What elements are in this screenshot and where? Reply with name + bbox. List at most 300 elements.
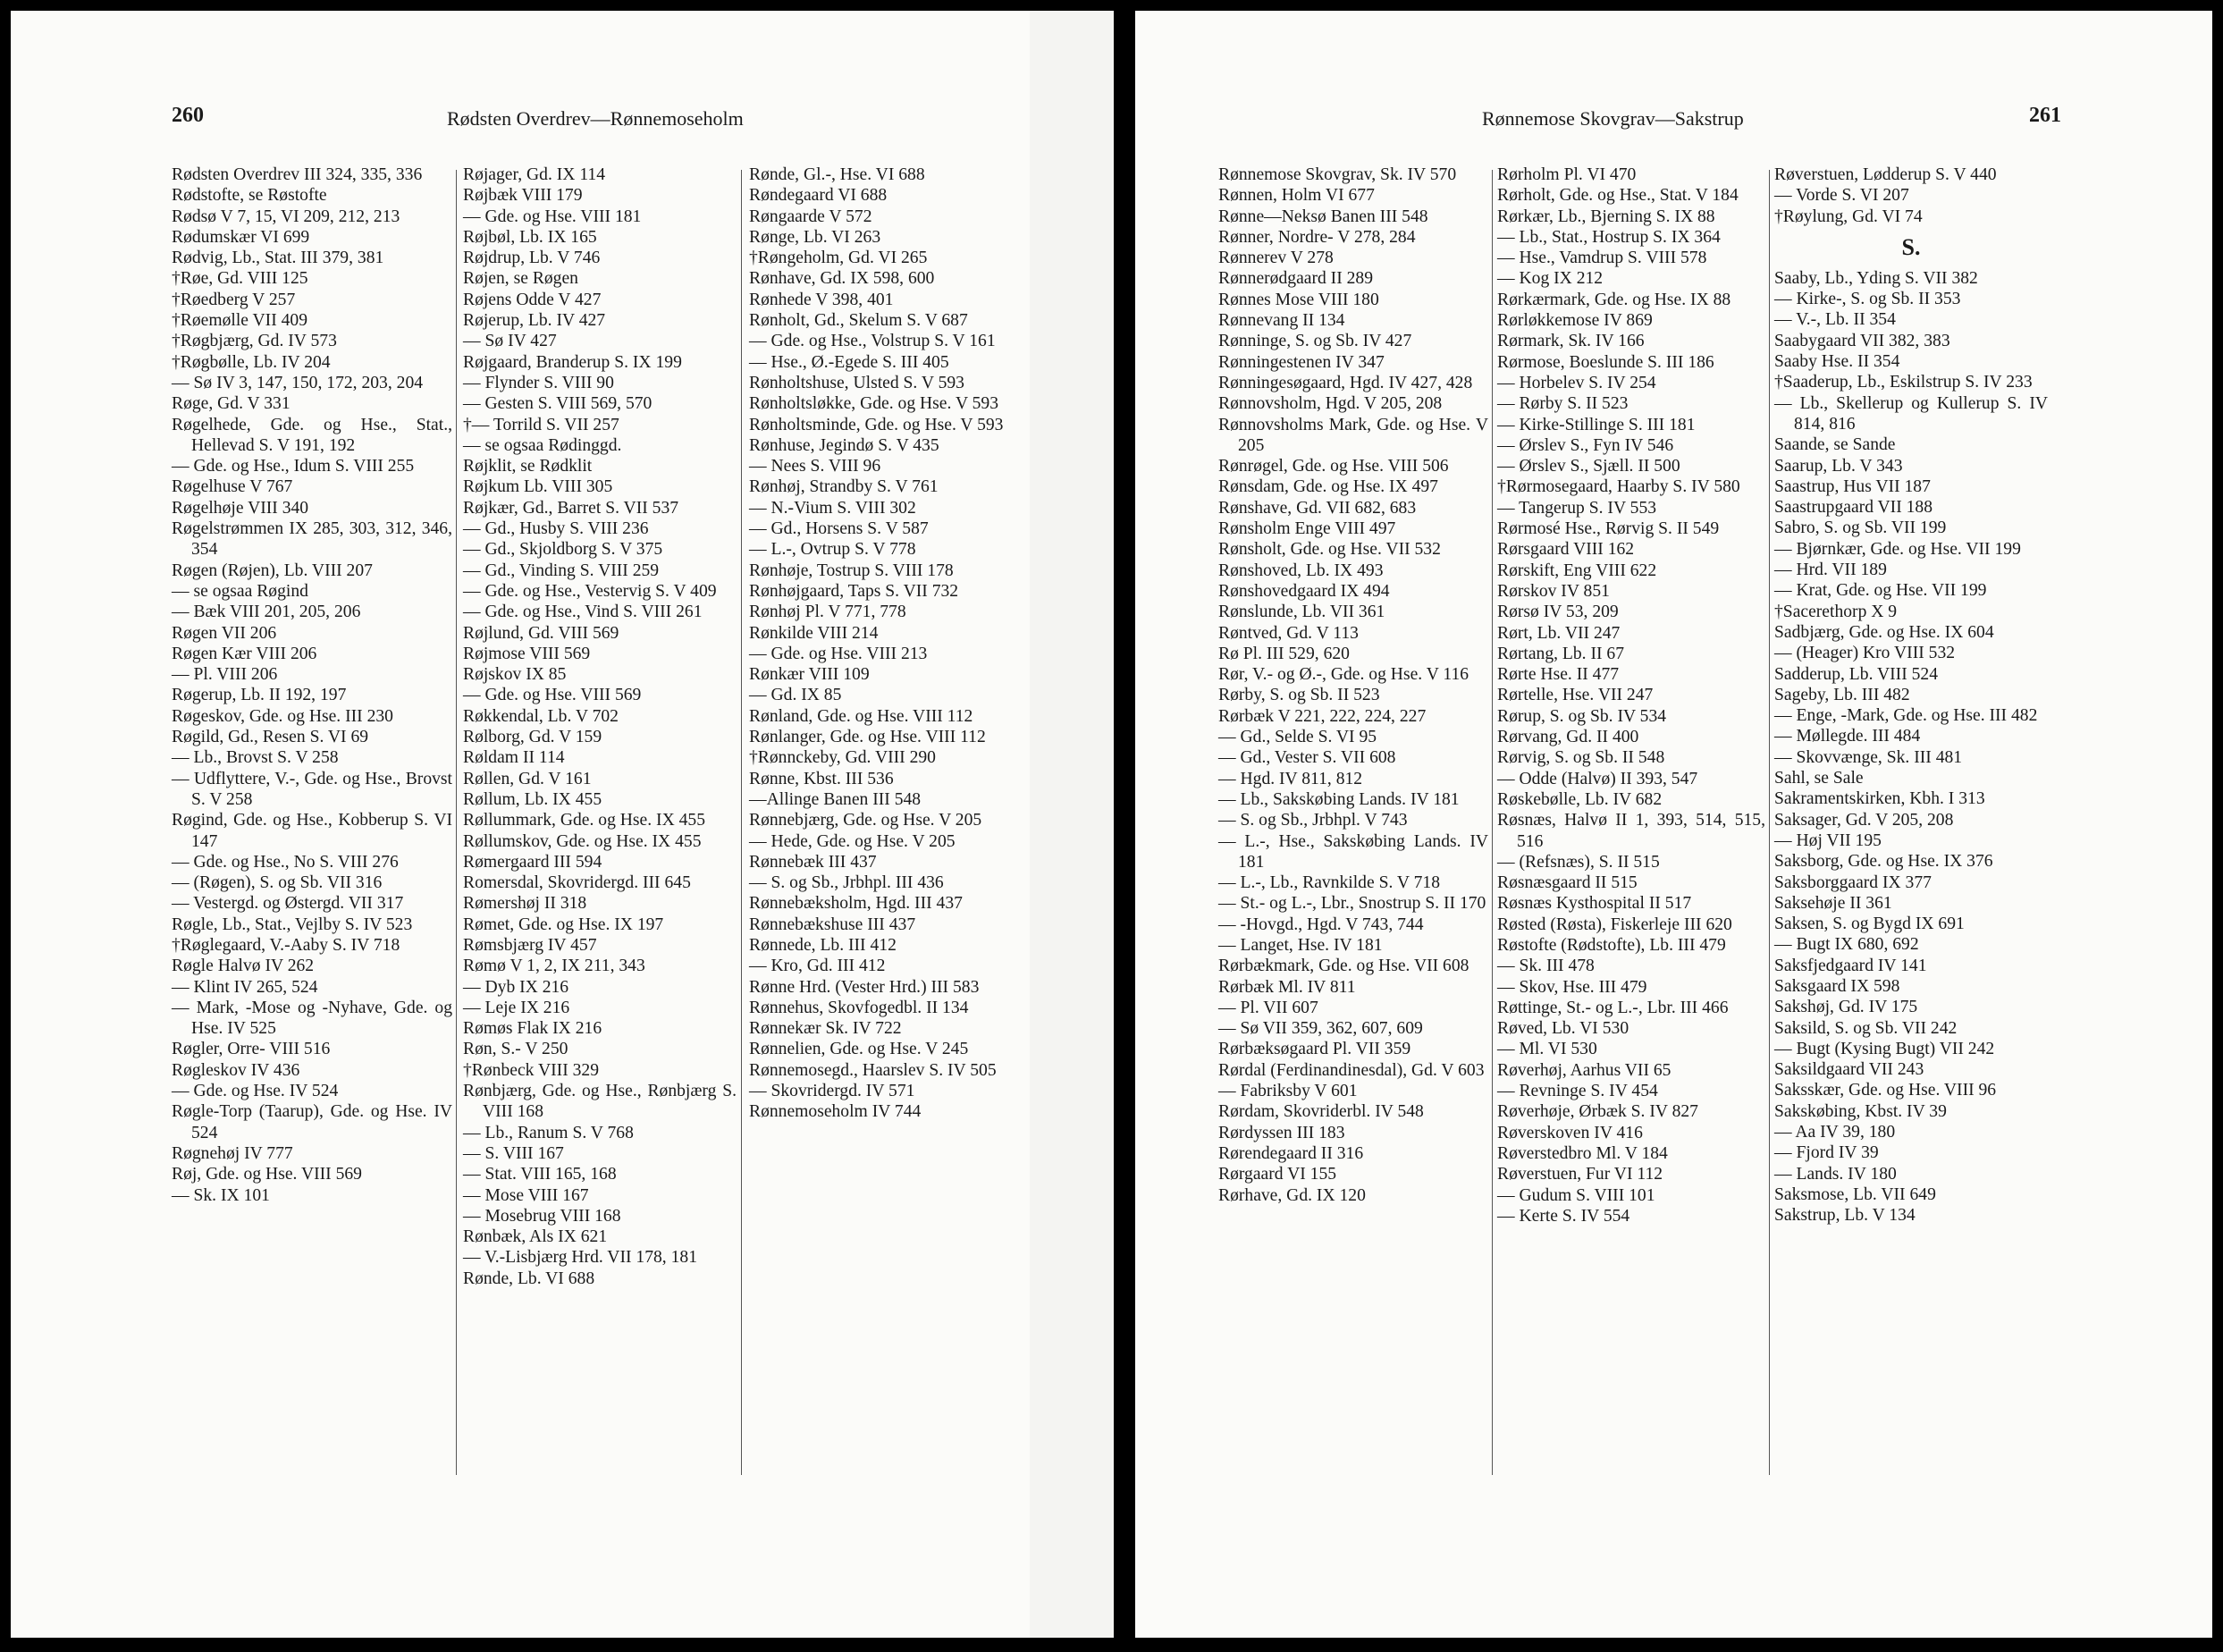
index-entry: Røjen, se Røgen <box>463 269 578 289</box>
index-entry: — Kog IX 212 <box>1497 269 1604 289</box>
index-entry: Rønner, Nordre- V 278, 284 <box>1218 227 1416 247</box>
index-entry: Rønsholm Enge VIII 497 <box>1218 519 1396 539</box>
index-entry: — Ørslev S., Sjæll. II 500 <box>1497 457 1680 476</box>
index-entry: Røgen (Røjen), Lb. VIII 207 <box>172 560 373 580</box>
index-entry: Rønshave, Gd. VII 682, 683 <box>1218 498 1417 518</box>
index-entry: †Saaderup, Lb., Eskilstrup S. IV 233 <box>1774 373 2033 392</box>
index-entry: Rønne—Neksø Banen III 548 <box>1218 206 1428 226</box>
index-entry: Rønholtsløkke, Gde. og Hse. V 593 <box>749 394 999 414</box>
index-entry: Rømershøj II 318 <box>463 894 587 914</box>
index-entry: Røllumskov, Gde. og Hse. IX 455 <box>463 831 702 851</box>
index-entry: — Sø IV 427 <box>463 332 557 351</box>
index-entry: — Vestergd. og Østergd. VII 317 <box>172 894 404 914</box>
index-entry: — (Røgen), S. og Sb. VII 316 <box>172 873 383 893</box>
index-entry: †Røgbjærg, Gd. IV 573 <box>172 332 337 351</box>
index-entry: — se ogsaa Rødinggd. <box>463 435 622 455</box>
index-entry: — (Refsnæs), S. II 515 <box>1497 852 1660 872</box>
running-head-left: Rødsten Overdrev—Rønnemoseholm <box>447 107 744 130</box>
index-entry: — N.-Vium S. VIII 302 <box>749 498 916 518</box>
index-entry: — Gde. og Hse., Vestervig S. V 409 <box>463 581 717 601</box>
index-entry: Rødumskær VI 699 <box>172 227 310 247</box>
index-entry: Rørholt, Gde. og Hse., Stat. V 184 <box>1497 186 1739 206</box>
index-entry: Saksfjedgaard IV 141 <box>1774 956 1927 975</box>
index-entry: Røverstuen, Fur VI 112 <box>1497 1165 1663 1184</box>
page-number-right: 261 <box>2029 104 2061 127</box>
index-entry: — V.-, Lb. II 354 <box>1774 310 1896 330</box>
index-entry: Sakstrup, Lb. V 134 <box>1774 1206 1916 1226</box>
index-column-3 <box>1774 164 2048 1226</box>
index-entry: Røskebølle, Lb. IV 682 <box>1497 789 1663 809</box>
index-entry: — Gd., Horsens S. V 587 <box>749 519 929 539</box>
index-entry: Sabro, S. og Sb. VII 199 <box>1774 518 1947 538</box>
index-entry: Rørdyssen III 183 <box>1218 1123 1345 1142</box>
index-entry: Rørdal (Ferdinandinesdal), Gd. V 603 <box>1218 1060 1485 1080</box>
index-entry: Røgen VII 206 <box>172 623 277 643</box>
index-entry: Rørby, S. og Sb. II 523 <box>1218 686 1380 705</box>
index-entry: Røj, Gde. og Hse. VIII 569 <box>172 1165 362 1184</box>
index-entry: Rørhave, Gd. IX 120 <box>1218 1185 1366 1205</box>
index-entry: Røgelhøje VIII 340 <box>172 498 309 518</box>
page-number-left: 260 <box>172 104 204 127</box>
index-entry: Rørvang, Gd. II 400 <box>1497 728 1639 747</box>
index-entry: Røgle-Torp (Taarup), Gde. og Hse. IV 524 <box>172 1102 452 1142</box>
index-entry: Røjlund, Gd. VIII 569 <box>463 623 619 643</box>
index-entry: Saksen, S. og Bygd IX 691 <box>1774 914 1965 934</box>
index-entry: — Bjørnkær, Gde. og Hse. VII 199 <box>1774 539 2021 559</box>
index-entry: †Røglegaard, V.-Aaby S. IV 718 <box>172 935 400 955</box>
index-entry: — Udflyttere, V.-, Gde. og Hse., Brovst S. V 258 <box>172 769 452 809</box>
index-entry: — St.- og L.-, Lbr., Snostrup S. II 170 <box>1218 894 1486 914</box>
index-entry: Rønnede, Lb. III 412 <box>749 935 897 955</box>
index-entry: Røverhøj, Aarhus VII 65 <box>1497 1060 1671 1080</box>
index-entry: Rør, V.- og Ø.-, Gde. og Hse. V 116 <box>1218 665 1469 685</box>
index-entry: †Røngeholm, Gd. VI 265 <box>749 249 928 268</box>
index-entry: Røgild, Gd., Resen S. VI 69 <box>172 728 369 747</box>
index-entry: Rørsø IV 53, 209 <box>1497 603 1619 622</box>
index-entry: Rønde, Gl.-, Hse. VI 688 <box>749 165 925 184</box>
index-entry: — Gde. og Hse., Vind S. VIII 261 <box>463 603 703 622</box>
index-entry: †Rønnckeby, Gd. VIII 290 <box>749 748 936 768</box>
index-entry: — L.-, Lb., Ravnkilde S. V 718 <box>1218 873 1441 893</box>
index-entry: Rørmose, Boeslunde S. III 186 <box>1497 352 1714 372</box>
index-entry: Rønholtsminde, Gde. og Hse. V 593 <box>749 415 1004 434</box>
index-entry: Rønnevang II 134 <box>1218 311 1345 331</box>
index-entry: — Hgd. IV 811, 812 <box>1218 769 1363 788</box>
index-entry: — Sk. IX 101 <box>172 1185 270 1205</box>
index-entry: — Gde. og Hse., Volstrup S. V 161 <box>749 332 996 351</box>
index-entry: Saksager, Gd. V 205, 208 <box>1774 810 1954 830</box>
index-entry: Rønnerev V 278 <box>1218 249 1334 268</box>
index-entry: Sageby, Lb. III 482 <box>1774 685 1910 704</box>
index-entry: Rørmark, Sk. IV 166 <box>1497 332 1645 351</box>
index-entry: — Møllegde. III 484 <box>1774 727 1921 746</box>
index-entry: — Mark, -Mose og -Nyhave, Gde. og Hse. IV 525 <box>172 998 452 1039</box>
index-entry: Rønningesøgaard, Hgd. IV 427, 428 <box>1218 373 1473 392</box>
index-entry: Rønshoved, Lb. IX 493 <box>1218 560 1384 580</box>
index-entry: Saarup, Lb. V 343 <box>1774 456 1903 476</box>
index-entry: — Odde (Halvø) II 393, 547 <box>1497 769 1698 788</box>
index-entry: Rønde, Lb. VI 688 <box>463 1268 595 1288</box>
index-entry: Rønholt, Gd., Skelum S. V 687 <box>749 311 968 331</box>
index-entry: Røstofte (Rødstofte), Lb. III 479 <box>1497 935 1726 955</box>
index-entry: Rørkær, Lb., Bjerning S. IX 88 <box>1497 206 1715 226</box>
index-entry: Rønslunde, Lb. VII 361 <box>1218 603 1385 622</box>
index-entry: — Lands. IV 180 <box>1774 1164 1897 1184</box>
index-entry: Røjbæk VIII 179 <box>463 186 583 206</box>
index-entry: Saksborg, Gde. og Hse. IX 376 <box>1774 852 1993 872</box>
index-entry: Saksgaard IX 598 <box>1774 976 1900 996</box>
index-entry: — Lb., Sakskøbing Lands. IV 181 <box>1218 789 1460 809</box>
running-head-right: Rønnemose Skovgrav—Sakstrup <box>1482 107 1744 130</box>
index-entry: Rønshovedgaard IX 494 <box>1218 581 1390 601</box>
index-entry: Rønlanger, Gde. og Hse. VIII 112 <box>749 728 986 747</box>
index-entry: — S. og Sb., Jrbhpl. III 436 <box>749 873 944 893</box>
index-entry: Rønge, Lb. VI 263 <box>749 227 881 247</box>
index-entry: Saastrup, Hus VII 187 <box>1774 476 1931 496</box>
index-entry: Rørbæksøgaard Pl. VII 359 <box>1218 1040 1411 1059</box>
index-entry: Rønnemosegd., Haarslev S. IV 505 <box>749 1060 997 1080</box>
index-entry: Rølborg, Gd. V 159 <box>463 728 602 747</box>
index-entry: Saksborggaard IX 377 <box>1774 872 1932 892</box>
index-entry: Rønkær VIII 109 <box>749 665 870 685</box>
index-entry: Rønnekær Sk. IV 722 <box>749 1019 902 1039</box>
index-entry: Røverstuen, Lødderup S. V 440 <box>1774 165 1997 184</box>
index-entry: — Kirke-, S. og Sb. II 353 <box>1774 290 1961 309</box>
index-entry: Saksmose, Lb. VII 649 <box>1774 1184 1936 1204</box>
index-entry: — Lb., Stat., Hostrup S. IX 364 <box>1497 227 1721 247</box>
index-entry: — Aa IV 39, 180 <box>1774 1123 1896 1142</box>
index-entry: Saande, se Sande <box>1774 435 1896 455</box>
index-entry: — Bugt (Kysing Bugt) VII 242 <box>1774 1039 1995 1058</box>
index-entry: Saabygaard VII 382, 383 <box>1774 331 1950 350</box>
index-entry: — Kirke-Stillinge S. III 181 <box>1497 415 1696 434</box>
index-entry: Røjmose VIII 569 <box>463 644 591 663</box>
index-entry: — Horbelev S. IV 254 <box>1497 373 1656 392</box>
index-entry: Røjklit, se Rødklit <box>463 457 593 476</box>
index-entry: †Sacerethorp X 9 <box>1774 602 1898 621</box>
index-entry: — Gesten S. VIII 569, 570 <box>463 394 653 414</box>
index-entry: Saastrupgaard VII 188 <box>1774 498 1933 518</box>
index-entry: — Ml. VI 530 <box>1497 1040 1597 1059</box>
index-entry: †Røe, Gd. VIII 125 <box>172 269 308 289</box>
index-entry: Rønnehus, Skovfogedbl. II 134 <box>749 998 969 1017</box>
page-gutter <box>1030 11 1114 1638</box>
index-entry: Rørvig, S. og Sb. II 548 <box>1497 748 1665 768</box>
index-entry: Røgen Kær VIII 206 <box>172 644 317 663</box>
index-entry: Røjkær, Gd., Barret S. VII 537 <box>463 498 679 518</box>
index-entry: — Hrd. VII 189 <box>1774 560 1887 580</box>
index-column-1 <box>172 164 452 1206</box>
index-entry: Røgind, Gde. og Hse., Kobberup S. VI 147 <box>172 811 452 851</box>
index-entry: Røsted (Røsta), Fiskerleje III 620 <box>1497 914 1732 934</box>
index-entry: Saksehøje II 361 <box>1774 893 1892 913</box>
index-entry: Rønbæk, Als IX 621 <box>463 1227 608 1247</box>
index-entry: Røgnehøj IV 777 <box>172 1143 293 1163</box>
index-entry: Røgle, Lb., Stat., Vejlby S. IV 523 <box>172 914 413 934</box>
index-entry: Røge, Gd. V 331 <box>172 394 291 414</box>
index-entry: †— Torrild S. VII 257 <box>463 415 619 434</box>
index-entry: — se ogsaa Røgind <box>172 581 308 601</box>
index-entry: Rønnebækshuse III 437 <box>749 914 916 934</box>
index-entry: — Lb., Brovst S. V 258 <box>172 748 339 768</box>
index-entry: †Røgbølle, Lb. IV 204 <box>172 352 331 372</box>
index-entry: — Høj VII 195 <box>1774 830 1882 850</box>
index-entry: Røsnæs, Halvø II 1, 393, 514, 515, 516 <box>1497 811 1765 851</box>
index-entry: Rønnebjærg, Gde. og Hse. V 205 <box>749 811 982 830</box>
index-entry: — Sk. III 478 <box>1497 957 1595 976</box>
index-entry: Rømø V 1, 2, IX 211, 343 <box>463 957 645 976</box>
index-entry: Røjager, Gd. IX 114 <box>463 165 606 184</box>
index-entry: — Mosebrug VIII 168 <box>463 1206 621 1226</box>
index-entry: — Langet, Hse. IV 181 <box>1218 935 1383 955</box>
index-entry: Røgelhede, Gde. og Hse., Stat., Hellevad S. V 191, 192 <box>172 415 452 455</box>
index-entry: — Stat. VIII 165, 168 <box>463 1165 617 1184</box>
index-entry: — Ørslev S., Fyn IV 546 <box>1497 435 1674 455</box>
index-entry: — Gde. og Hse. VIII 181 <box>463 206 642 226</box>
index-entry: Røjkum Lb. VIII 305 <box>463 477 613 497</box>
index-entry: — Hse., Vamdrup S. VIII 578 <box>1497 249 1707 268</box>
index-entry: Rørbæk V 221, 222, 224, 227 <box>1218 706 1427 726</box>
index-entry: Rønrøgel, Gde. og Hse. VIII 506 <box>1218 457 1449 476</box>
index-entry: Rørskift, Eng VIII 622 <box>1497 560 1657 580</box>
index-entry: Rørendegaard II 316 <box>1218 1143 1364 1163</box>
index-entry: — Lb., Ranum S. V 768 <box>463 1123 634 1142</box>
index-entry: Rørmosé Hse., Rørvig S. II 549 <box>1497 519 1720 539</box>
index-entry: Rømsbjærg IV 457 <box>463 935 597 955</box>
index-entry: —Allinge Banen III 548 <box>749 789 922 809</box>
index-entry: Saksskær, Gde. og Hse. VIII 96 <box>1774 1081 1997 1100</box>
index-entry: — Gde. og Hse. VIII 213 <box>749 644 928 663</box>
index-entry: — (Heager) Kro VIII 532 <box>1774 644 1956 663</box>
index-entry: Rørdam, Skovriderbl. IV 548 <box>1218 1102 1424 1122</box>
index-entry: — Rørby S. II 523 <box>1497 394 1629 414</box>
index-entry: Saksild, S. og Sb. VII 242 <box>1774 1018 1958 1038</box>
index-entry: — Skovridergd. IV 571 <box>749 1082 915 1101</box>
column-rule <box>1492 170 1493 1475</box>
index-entry: — Gde. og Hse., Idum S. VIII 255 <box>172 457 415 476</box>
index-entry: — Skov, Hse. III 479 <box>1497 977 1647 997</box>
index-entry: Sadderup, Lb. VIII 524 <box>1774 664 1939 684</box>
index-entry: Røsnæsgaard II 515 <box>1497 873 1638 893</box>
index-entry: — Sø VII 359, 362, 607, 609 <box>1218 1019 1423 1039</box>
index-entry: Rørskov IV 851 <box>1497 581 1610 601</box>
index-entry: Rørt, Lb. VII 247 <box>1497 623 1621 643</box>
index-entry: Røjskov IX 85 <box>463 665 567 685</box>
index-entry: Rønningestenen IV 347 <box>1218 352 1385 372</box>
index-entry: Rønbjærg, Gde. og Hse., Rønbjærg S. VIII 168 <box>463 1082 737 1122</box>
index-column-1 <box>1218 164 1488 1206</box>
index-entry: Romersdal, Skovridergd. III 645 <box>463 873 691 893</box>
index-entry: Rødvig, Lb., Stat. III 379, 381 <box>172 249 384 268</box>
index-entry: Rørkærmark, Gde. og Hse. IX 88 <box>1497 290 1731 309</box>
index-entry: — Gd., Skjoldborg S. V 375 <box>463 540 663 560</box>
index-entry: Rønhøje, Tostrup S. VIII 178 <box>749 560 954 580</box>
index-entry: — Fabriksby V 601 <box>1218 1082 1358 1101</box>
index-entry: — Vorde S. VI 207 <box>1774 186 1909 206</box>
index-entry: — S. VIII 167 <box>463 1143 564 1163</box>
index-entry: Rødsø V 7, 15, VI 209, 212, 213 <box>172 206 400 226</box>
index-entry: — Klint IV 265, 524 <box>172 977 318 997</box>
right-page <box>1135 11 2212 1638</box>
index-entry: Saaby Hse. II 354 <box>1774 352 1900 372</box>
index-entry: Saaby, Lb., Yding S. VII 382 <box>1774 268 1978 288</box>
index-entry: Røverskoven IV 416 <box>1497 1123 1643 1142</box>
index-entry: — Gd., Vinding S. VIII 259 <box>463 560 660 580</box>
index-entry: — L.-, Ovtrup S. V 778 <box>749 540 916 560</box>
index-entry: Rørtelle, Hse. VII 247 <box>1497 686 1654 705</box>
index-entry: — Sø IV 3, 147, 150, 172, 203, 204 <box>172 373 424 392</box>
column-rule <box>456 170 457 1475</box>
index-entry: — Nees S. VIII 96 <box>749 457 881 476</box>
index-entry: Røjgaard, Branderup S. IX 199 <box>463 352 682 372</box>
index-entry: Sakskøbing, Kbst. IV 39 <box>1774 1101 1947 1121</box>
index-entry: Røkkendal, Lb. V 702 <box>463 706 619 726</box>
index-column-3 <box>749 164 1030 1123</box>
index-entry: Rønnemoseholm IV 744 <box>749 1102 922 1122</box>
index-entry: Rønnerødgaard II 289 <box>1218 269 1374 289</box>
index-entry: Saksildgaard VII 243 <box>1774 1060 1924 1080</box>
index-entry: Rønnovsholms Mark, Gde. og Hse. V 205 <box>1218 415 1488 455</box>
index-entry: — Revninge S. IV 454 <box>1497 1082 1658 1101</box>
column-rule <box>741 170 742 1475</box>
index-entry: Rønhøjgaard, Taps S. VII 732 <box>749 581 959 601</box>
left-page <box>11 11 1030 1638</box>
index-entry: — Gd., Selde S. VI 95 <box>1218 728 1377 747</box>
index-entry: Rømergaard III 594 <box>463 852 602 872</box>
index-entry: Rødsten Overdrev III 324, 335, 336 <box>172 165 423 184</box>
index-entry: Rørbæk Ml. IV 811 <box>1218 977 1356 997</box>
index-entry: — Enge, -Mark, Gde. og Hse. III 482 <box>1774 706 2038 726</box>
index-entry: — Tangerup S. IV 553 <box>1497 498 1657 518</box>
index-entry: — Leje IX 216 <box>463 998 570 1017</box>
index-entry: Røgelhuse V 767 <box>172 477 293 497</box>
index-entry: †Røemølle VII 409 <box>172 311 308 331</box>
index-entry: Røttinge, St.- og L.-, Lbr. III 466 <box>1497 998 1729 1017</box>
index-entry: Røjdrup, Lb. V 746 <box>463 249 601 268</box>
index-entry: — Skovvænge, Sk. III 481 <box>1774 747 1963 767</box>
index-entry: Røngaarde V 572 <box>749 206 872 226</box>
index-entry: †Rørmosegaard, Haarby S. IV 580 <box>1497 477 1740 497</box>
index-entry: — Gd. IX 85 <box>749 686 842 705</box>
index-entry: Rømøs Flak IX 216 <box>463 1019 602 1039</box>
index-entry: Røn, S.- V 250 <box>463 1040 568 1059</box>
index-entry: — -Hovgd., Hgd. V 743, 744 <box>1218 914 1424 934</box>
index-entry: Røved, Lb. VI 530 <box>1497 1019 1629 1039</box>
index-entry: Rønninge, S. og Sb. IV 427 <box>1218 332 1412 351</box>
index-entry: Røgle Halvø IV 262 <box>172 957 315 976</box>
column-rule <box>1769 170 1770 1475</box>
index-entry: — Gde. og Hse., No S. VIII 276 <box>172 852 399 872</box>
index-entry: Røldam II 114 <box>463 748 565 768</box>
index-entry: — Gde. og Hse. VIII 569 <box>463 686 642 705</box>
index-entry: Rønland, Gde. og Hse. VIII 112 <box>749 706 973 726</box>
index-entry: — Pl. VIII 206 <box>172 665 278 685</box>
index-entry: Rønne, Kbst. III 536 <box>749 769 894 788</box>
index-entry: Røllen, Gd. V 161 <box>463 769 592 788</box>
index-entry: — Pl. VII 607 <box>1218 998 1318 1017</box>
index-entry: Rønnen, Holm VI 677 <box>1218 186 1375 206</box>
index-entry: Rønkilde VIII 214 <box>749 623 879 643</box>
index-entry: — Bugt IX 680, 692 <box>1774 935 1919 955</box>
index-entry: Røsnæs Kysthospital II 517 <box>1497 894 1692 914</box>
index-entry: Rørte Hse. II 477 <box>1497 665 1620 685</box>
index-entry: — Kerte S. IV 554 <box>1497 1206 1630 1226</box>
index-entry: Rønnebæksholm, Hgd. III 437 <box>749 894 963 914</box>
index-column-2 <box>1497 164 1765 1226</box>
index-entry: Rømet, Gde. og Hse. IX 197 <box>463 914 664 934</box>
section-letter: S. <box>1901 233 1921 260</box>
index-entry: — Gd., Vester S. VII 608 <box>1218 748 1396 768</box>
index-entry: Rønhuse, Jegindø S. V 435 <box>749 435 939 455</box>
index-entry: Røgelstrømmen IX 285, 303, 312, 346, 354 <box>172 519 452 560</box>
index-entry: — S. og Sb., Jrbhpl. V 743 <box>1218 811 1408 830</box>
index-entry: Rønnes Mose VIII 180 <box>1218 290 1379 309</box>
index-entry: Røgeskov, Gde. og Hse. III 230 <box>172 706 393 726</box>
index-entry: Røndegaard VI 688 <box>749 186 888 206</box>
index-entry: — Flynder S. VIII 90 <box>463 373 614 392</box>
index-entry: Røllummark, Gde. og Hse. IX 455 <box>463 811 706 830</box>
index-entry: Rønsdam, Gde. og Hse. IX 497 <box>1218 477 1438 497</box>
index-entry: Rørløkkemose IV 869 <box>1497 311 1653 331</box>
index-entry: — Gde. og Hse. IV 524 <box>172 1082 339 1101</box>
index-entry: Sadbjærg, Gde. og Hse. IX 604 <box>1774 622 1994 642</box>
index-entry: Røjbøl, Lb. IX 165 <box>463 227 597 247</box>
index-entry: Rønhøj, Strandby S. V 761 <box>749 477 939 497</box>
index-entry: Røllum, Lb. IX 455 <box>463 789 602 809</box>
index-entry: Rørbækmark, Gde. og Hse. VII 608 <box>1218 957 1469 976</box>
index-entry: Røverstedbro Ml. V 184 <box>1497 1143 1668 1163</box>
index-entry: Rønsholt, Gde. og Hse. VII 532 <box>1218 540 1441 560</box>
index-entry: Rørholm Pl. VI 470 <box>1497 165 1637 184</box>
index-entry: Sahl, se Sale <box>1774 769 1864 788</box>
index-entry: Rønhede V 398, 401 <box>749 290 894 309</box>
index-entry: Rønholtshuse, Ulsted S. V 593 <box>749 373 964 392</box>
index-entry: — Dyb IX 216 <box>463 977 569 997</box>
index-entry: — Gudum S. VIII 101 <box>1497 1185 1655 1205</box>
index-entry: — Hede, Gde. og Hse. V 205 <box>749 831 956 851</box>
index-entry: Rønhave, Gd. IX 598, 600 <box>749 269 935 289</box>
index-entry: Rørsgaard VIII 162 <box>1497 540 1635 560</box>
index-column-2 <box>463 164 737 1289</box>
index-entry: Sakshøj, Gd. IV 175 <box>1774 998 1918 1017</box>
index-entry: — Kro, Gd. III 412 <box>749 957 886 976</box>
index-entry: †Røylung, Gd. VI 74 <box>1774 206 1923 226</box>
index-entry: Rø Pl. III 529, 620 <box>1218 644 1350 663</box>
index-entry: †Rønbeck VIII 329 <box>463 1060 600 1080</box>
index-entry: Sakramentskirken, Kbh. I 313 <box>1774 789 1985 809</box>
index-entry: — Bæk VIII 201, 205, 206 <box>172 603 361 622</box>
index-entry: Rønne Hrd. (Vester Hrd.) III 583 <box>749 977 980 997</box>
index-entry: Rørgaard VI 155 <box>1218 1165 1337 1184</box>
index-entry: Røntved, Gd. V 113 <box>1218 623 1359 643</box>
index-entry: Rønhøj Pl. V 771, 778 <box>749 603 906 622</box>
index-entry: Røgleskov IV 436 <box>172 1060 300 1080</box>
index-entry: Rønnovsholm, Hgd. V 205, 208 <box>1218 394 1443 414</box>
index-entry: — Krat, Gde. og Hse. VII 199 <box>1774 581 1987 601</box>
index-entry: Røgler, Orre- VIII 516 <box>172 1040 331 1059</box>
index-entry: Røgerup, Lb. II 192, 197 <box>172 686 347 705</box>
index-entry: Rødstofte, se Røstofte <box>172 186 327 206</box>
index-entry: Rørup, S. og Sb. IV 534 <box>1497 706 1667 726</box>
index-entry: Røverhøje, Ørbæk S. IV 827 <box>1497 1102 1698 1122</box>
index-entry: — L.-, Hse., Sakskøbing Lands. IV 181 <box>1218 831 1488 872</box>
index-entry: Røjerup, Lb. IV 427 <box>463 311 606 331</box>
index-entry: — Hse., Ø.-Egede S. III 405 <box>749 352 949 372</box>
index-entry: — Fjord IV 39 <box>1774 1143 1879 1163</box>
index-entry: Rønnebæk III 437 <box>749 852 877 872</box>
index-entry: — V.-Lisbjærg Hrd. VII 178, 181 <box>463 1248 697 1268</box>
index-entry: Rønnelien, Gde. og Hse. V 245 <box>749 1040 969 1059</box>
